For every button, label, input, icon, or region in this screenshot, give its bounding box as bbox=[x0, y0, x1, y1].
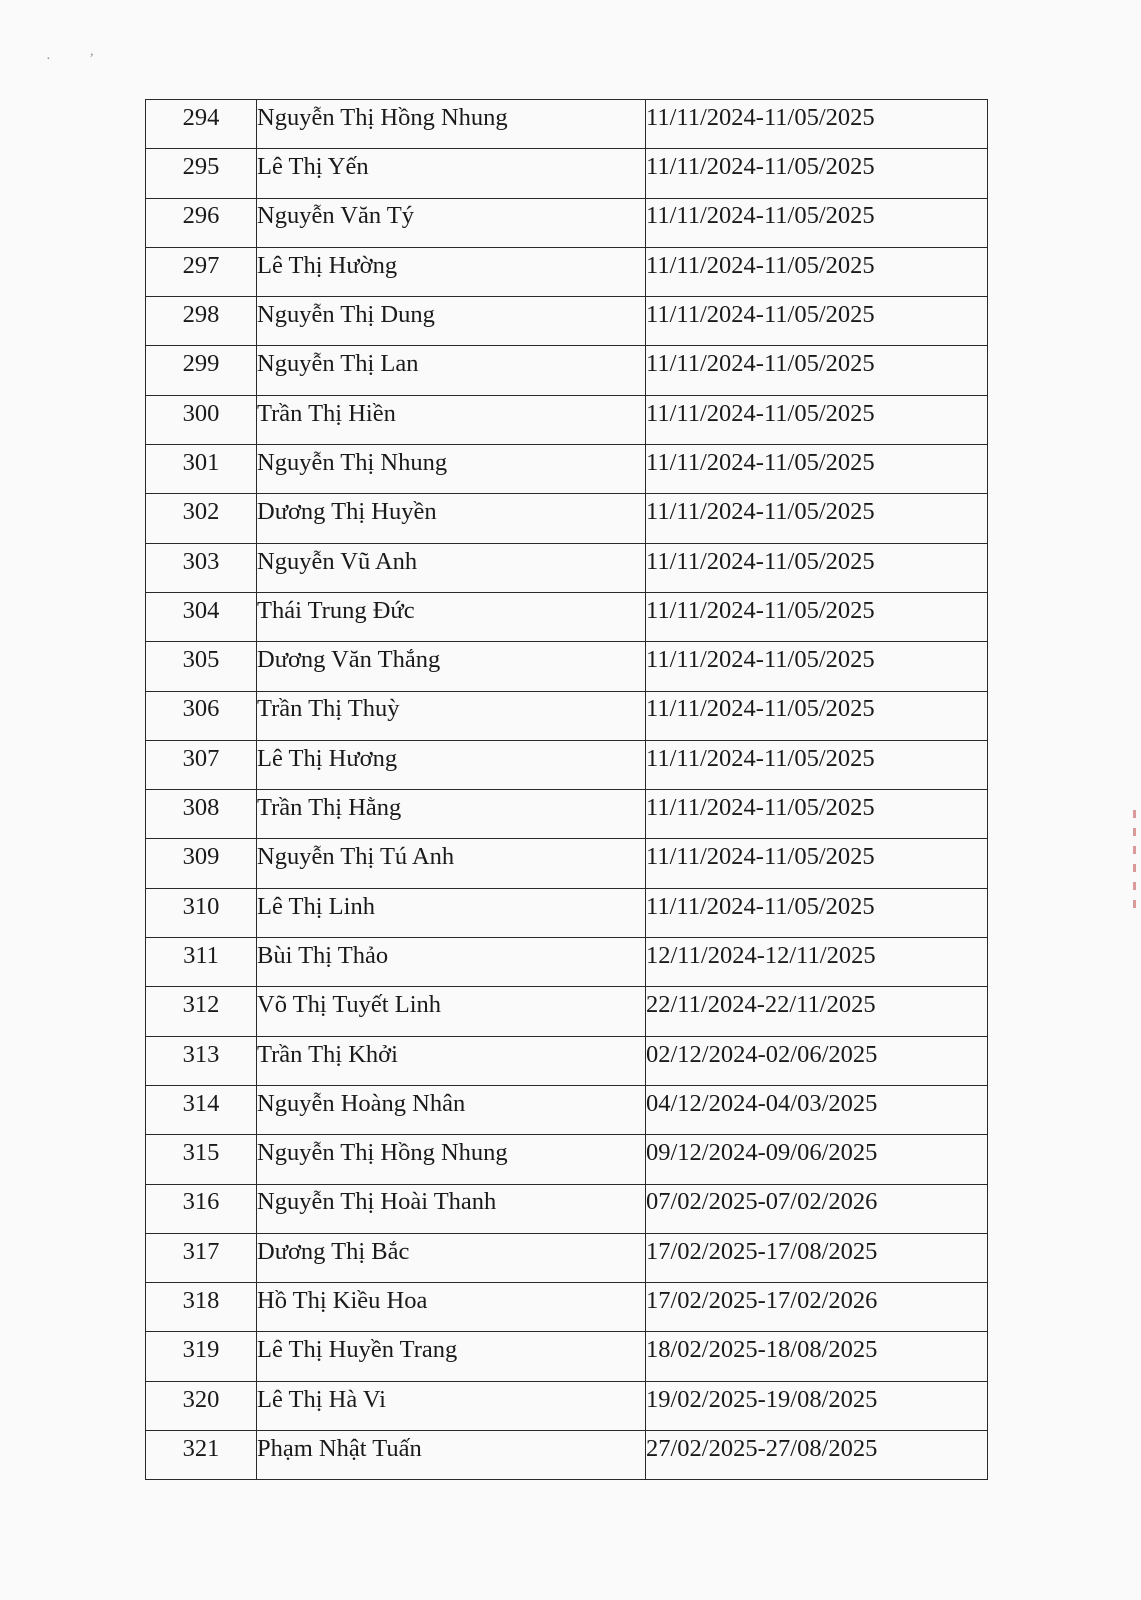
full-name: Phạm Nhật Tuấn bbox=[257, 1431, 646, 1480]
full-name: Dương Văn Thắng bbox=[257, 642, 646, 691]
date-range: 18/02/2025-18/08/2025 bbox=[646, 1332, 988, 1381]
date-range: 09/12/2024-09/06/2025 bbox=[646, 1135, 988, 1184]
table-row bbox=[146, 100, 988, 149]
row-number: 306 bbox=[146, 691, 257, 740]
full-name: Nguyễn Vũ Anh bbox=[257, 543, 646, 592]
table-row bbox=[146, 790, 988, 839]
full-name: Nguyễn Thị Tú Anh bbox=[257, 839, 646, 888]
row-number: 296 bbox=[146, 198, 257, 247]
table-row bbox=[146, 987, 988, 1036]
table-row bbox=[146, 346, 988, 395]
table-row bbox=[146, 888, 988, 937]
full-name: Nguyễn Thị Dung bbox=[257, 297, 646, 346]
row-number: 294 bbox=[146, 100, 257, 149]
table-row bbox=[146, 149, 988, 198]
full-name: Lê Thị Linh bbox=[257, 888, 646, 937]
date-range: 11/11/2024-11/05/2025 bbox=[646, 888, 988, 937]
full-name: Hồ Thị Kiều Hoa bbox=[257, 1283, 646, 1332]
date-range: 17/02/2025-17/08/2025 bbox=[646, 1233, 988, 1282]
date-range: 11/11/2024-11/05/2025 bbox=[646, 395, 988, 444]
full-name: Dương Thị Huyền bbox=[257, 494, 646, 543]
table-row bbox=[146, 1381, 988, 1430]
full-name: Dương Thị Bắc bbox=[257, 1233, 646, 1282]
row-number: 295 bbox=[146, 149, 257, 198]
date-range: 11/11/2024-11/05/2025 bbox=[646, 790, 988, 839]
full-name: Lê Thị Huyền Trang bbox=[257, 1332, 646, 1381]
full-name: Nguyễn Thị Nhung bbox=[257, 445, 646, 494]
row-number: 300 bbox=[146, 395, 257, 444]
full-name: Trần Thị Khởi bbox=[257, 1036, 646, 1085]
page-edge-stamp-marks bbox=[1131, 800, 1137, 980]
table-row bbox=[146, 691, 988, 740]
date-range: 02/12/2024-02/06/2025 bbox=[646, 1036, 988, 1085]
row-number: 304 bbox=[146, 592, 257, 641]
full-name: Võ Thị Tuyết Linh bbox=[257, 987, 646, 1036]
date-range: 11/11/2024-11/05/2025 bbox=[646, 297, 988, 346]
table-row bbox=[146, 938, 988, 987]
roster-table bbox=[145, 99, 988, 1480]
full-name: Nguyễn Thị Hoài Thanh bbox=[257, 1184, 646, 1233]
date-range: 11/11/2024-11/05/2025 bbox=[646, 642, 988, 691]
date-range: 11/11/2024-11/05/2025 bbox=[646, 839, 988, 888]
row-number: 318 bbox=[146, 1283, 257, 1332]
full-name: Thái Trung Đức bbox=[257, 592, 646, 641]
table-row bbox=[146, 445, 988, 494]
full-name: Trần Thị Thuỳ bbox=[257, 691, 646, 740]
date-range: 11/11/2024-11/05/2025 bbox=[646, 740, 988, 789]
table-row bbox=[146, 740, 988, 789]
row-number: 309 bbox=[146, 839, 257, 888]
row-number: 303 bbox=[146, 543, 257, 592]
full-name: Nguyễn Văn Tý bbox=[257, 198, 646, 247]
table-row bbox=[146, 198, 988, 247]
row-number: 302 bbox=[146, 494, 257, 543]
row-number: 298 bbox=[146, 297, 257, 346]
full-name: Nguyễn Thị Hồng Nhung bbox=[257, 100, 646, 149]
full-name: Nguyễn Hoàng Nhân bbox=[257, 1085, 646, 1134]
table-row bbox=[146, 1431, 988, 1480]
date-range: 07/02/2025-07/02/2026 bbox=[646, 1184, 988, 1233]
row-number: 315 bbox=[146, 1135, 257, 1184]
row-number: 297 bbox=[146, 247, 257, 296]
scan-speck: , bbox=[90, 44, 94, 59]
full-name: Trần Thị Hằng bbox=[257, 790, 646, 839]
date-range: 11/11/2024-11/05/2025 bbox=[646, 100, 988, 149]
row-number: 312 bbox=[146, 987, 257, 1036]
date-range: 11/11/2024-11/05/2025 bbox=[646, 445, 988, 494]
table-row bbox=[146, 1283, 988, 1332]
table-row bbox=[146, 395, 988, 444]
table-row bbox=[146, 494, 988, 543]
full-name: Nguyễn Thị Hồng Nhung bbox=[257, 1135, 646, 1184]
row-number: 301 bbox=[146, 445, 257, 494]
date-range: 19/02/2025-19/08/2025 bbox=[646, 1381, 988, 1430]
date-range: 11/11/2024-11/05/2025 bbox=[646, 494, 988, 543]
table-row bbox=[146, 839, 988, 888]
row-number: 314 bbox=[146, 1085, 257, 1134]
table-row bbox=[146, 297, 988, 346]
date-range: 11/11/2024-11/05/2025 bbox=[646, 247, 988, 296]
roster-table-body bbox=[146, 100, 988, 1480]
row-number: 320 bbox=[146, 1381, 257, 1430]
date-range: 12/11/2024-12/11/2025 bbox=[646, 938, 988, 987]
row-number: 307 bbox=[146, 740, 257, 789]
date-range: 27/02/2025-27/08/2025 bbox=[646, 1431, 988, 1480]
table-row bbox=[146, 1135, 988, 1184]
date-range: 17/02/2025-17/02/2026 bbox=[646, 1283, 988, 1332]
date-range: 11/11/2024-11/05/2025 bbox=[646, 592, 988, 641]
date-range: 11/11/2024-11/05/2025 bbox=[646, 346, 988, 395]
table-row bbox=[146, 1036, 988, 1085]
date-range: 11/11/2024-11/05/2025 bbox=[646, 691, 988, 740]
row-number: 299 bbox=[146, 346, 257, 395]
date-range: 11/11/2024-11/05/2025 bbox=[646, 149, 988, 198]
date-range: 11/11/2024-11/05/2025 bbox=[646, 543, 988, 592]
full-name: Trần Thị Hiền bbox=[257, 395, 646, 444]
full-name: Lê Thị Hường bbox=[257, 247, 646, 296]
full-name: Lê Thị Hương bbox=[257, 740, 646, 789]
full-name: Lê Thị Yến bbox=[257, 149, 646, 198]
row-number: 310 bbox=[146, 888, 257, 937]
table-row bbox=[146, 247, 988, 296]
row-number: 316 bbox=[146, 1184, 257, 1233]
row-number: 311 bbox=[146, 938, 257, 987]
table-row bbox=[146, 1184, 988, 1233]
table-row bbox=[146, 1332, 988, 1381]
row-number: 317 bbox=[146, 1233, 257, 1282]
date-range: 11/11/2024-11/05/2025 bbox=[646, 198, 988, 247]
table-row bbox=[146, 642, 988, 691]
table-row bbox=[146, 1085, 988, 1134]
date-range: 04/12/2024-04/03/2025 bbox=[646, 1085, 988, 1134]
date-range: 22/11/2024-22/11/2025 bbox=[646, 987, 988, 1036]
table-row bbox=[146, 543, 988, 592]
row-number: 321 bbox=[146, 1431, 257, 1480]
row-number: 319 bbox=[146, 1332, 257, 1381]
row-number: 313 bbox=[146, 1036, 257, 1085]
table-row bbox=[146, 1233, 988, 1282]
full-name: Bùi Thị Thảo bbox=[257, 938, 646, 987]
row-number: 308 bbox=[146, 790, 257, 839]
row-number: 305 bbox=[146, 642, 257, 691]
table-row bbox=[146, 592, 988, 641]
scan-speck: · bbox=[46, 52, 51, 67]
full-name: Nguyễn Thị Lan bbox=[257, 346, 646, 395]
full-name: Lê Thị Hà Vi bbox=[257, 1381, 646, 1430]
